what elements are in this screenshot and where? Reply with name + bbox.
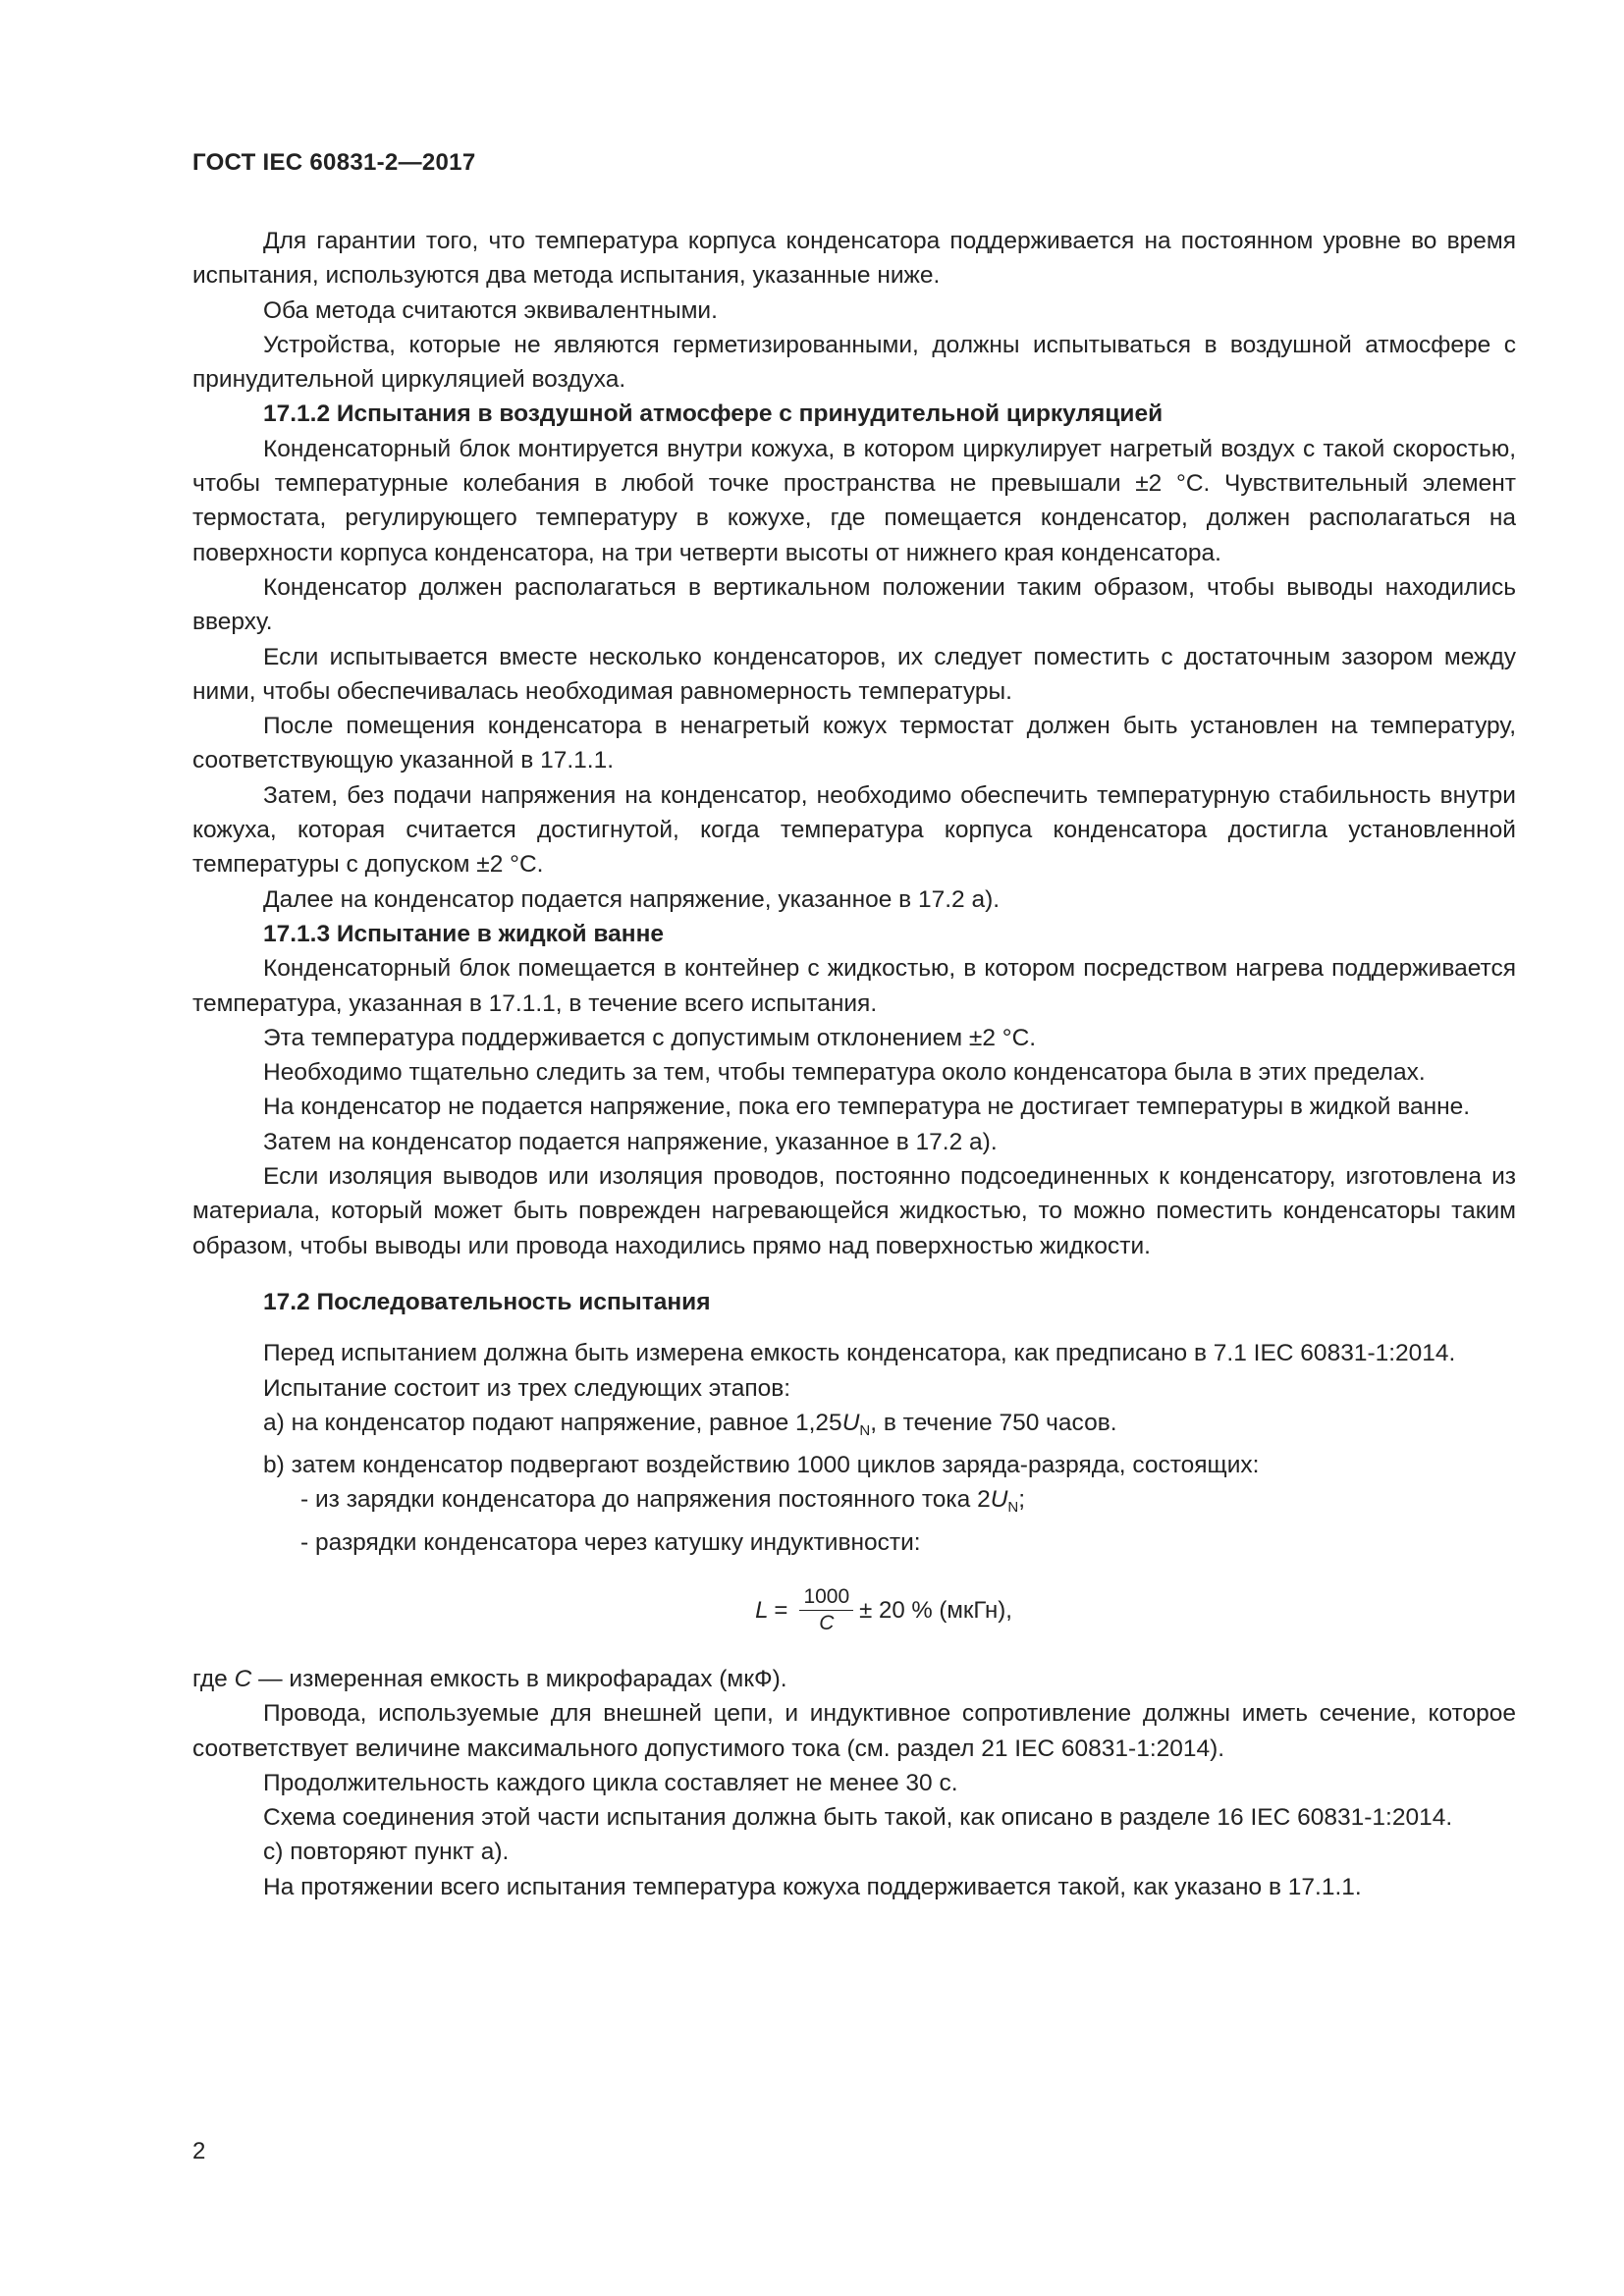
paragraph: Провода, используемые для внешней цепи, и индуктивное сопротивление должны иметь сечение, которое соответствует величине максимального допустимого тока (см. раздел 21 IEC 60831-1:2014).	[192, 1700, 1516, 1762]
dash-item-discharge: - разрядки конденсатора через катушку индуктивности:	[300, 1528, 921, 1556]
formula-tolerance: ± 20 % (мкГн),	[859, 1597, 1012, 1625]
voltage-subscript: N	[1007, 1499, 1019, 1517]
paragraph: Конденсаторный блок помещается в контейнер с жидкостью, в котором посредством нагрева поддерживается температура, указанная в 17.1.1, в течение всего испытания.	[192, 955, 1516, 1017]
item-a-text: а) на конденсатор подают напряжение, равное 1,25	[263, 1409, 842, 1436]
where-prefix: где	[192, 1665, 235, 1692]
paragraph: Продолжительность каждого цикла составляет не менее 30 с.	[263, 1769, 958, 1796]
paragraph: Для гарантии того, что температура корпуса конденсатора поддерживается на постоянном уровне во время испытания, используются два метода испытания, указанные ниже.	[192, 228, 1516, 290]
paragraph: На протяжении всего испытания температура кожуха поддерживается такой, как указано в 17.1.1.	[263, 1873, 1362, 1900]
paragraph: Испытание состоит из трех следующих этапов:	[263, 1374, 791, 1402]
voltage-subscript: N	[859, 1421, 871, 1439]
paragraph: Далее на конденсатор подается напряжение, указанное в 17.2 а).	[263, 885, 1001, 913]
paragraph: Устройства, которые не являются герметизированными, должны испытываться в воздушной атмосфере с принудительной циркуляцией воздуха.	[192, 331, 1516, 394]
paragraph: Схема соединения этой части испытания должна быть такой, как описано в разделе 16 IEC 60831-1:2014.	[263, 1804, 1453, 1832]
where-suffix: — измеренная емкость в микрофарадах (мкФ).	[251, 1665, 787, 1692]
paragraph: На конденсатор не подается напряжение, пока его температура не достигает температуры в жидкой ванне.	[263, 1094, 1471, 1121]
paragraph: Необходимо тщательно следить за тем, чтобы температура около конденсатора была в этих пределах.	[263, 1059, 1426, 1087]
inductance-formula	[192, 1560, 1516, 1662]
paragraph: Затем, без подачи напряжения на конденсатор, необходимо обеспечить температурную стабильность внутри кожуха, которая считается достигнутой, когда температура корпуса конденсатора достигла установленной температуры с допуском ±2 °С.	[192, 781, 1516, 879]
dash-item-suffix: ;	[1018, 1486, 1026, 1514]
voltage-symbol: U	[841, 1409, 860, 1436]
dash-item-charge	[192, 1482, 1516, 1524]
paragraph: Если изоляция выводов или изоляция проводов, постоянно подсоединенных к конденсатору, изготовлена из материала, который может быть поврежден нагревающейся жидкостью, то можно поместить конденсаторы таким образом, чтобы выводы или провода находились прямо над поверхностью жидкости.	[192, 1163, 1516, 1259]
document-body	[192, 224, 1516, 1904]
formula-equals: =	[774, 1597, 788, 1625]
item-a-suffix: , в течение 750 часов.	[870, 1409, 1117, 1436]
paragraph: Затем на конденсатор подается напряжение, указанное в 17.2 а).	[263, 1128, 998, 1155]
list-item-c: с) повторяют пункт а).	[263, 1839, 510, 1866]
formula-fraction	[799, 1584, 853, 1636]
paragraph: Оба метода считаются эквивалентными.	[263, 296, 718, 324]
paragraph: Конденсаторный блок монтируется внутри кожуха, в котором циркулирует нагретый воздух с такой скоростью, чтобы температурные колебания в любой точке пространства не превышали ±2 °С. Чувствительный элемент термостата, регулирующего температуру в кожухе, где помещается конденсатор, должен располагаться на поверхности корпуса конденсатора, на три четверти высоты от нижнего края конденсатора.	[192, 435, 1516, 566]
formula-denominator: C	[819, 1612, 835, 1635]
section-heading-17-2: 17.2 Последовательность испытания	[263, 1288, 711, 1315]
formula-lhs: L	[755, 1597, 769, 1625]
paragraph: Перед испытанием должна быть измерена емкость конденсатора, как предписано в 7.1 IEC 60831-1:2014.	[263, 1340, 1456, 1367]
paragraph: Конденсатор должен располагаться в вертикальном положении таким образом, чтобы выводы находились вверху.	[192, 573, 1516, 636]
voltage-symbol: U	[990, 1486, 1008, 1514]
list-item-a	[192, 1406, 1516, 1448]
paragraph: Эта температура поддерживается с допустимым отклонением ±2 °С.	[263, 1024, 1037, 1051]
formula-explanation	[192, 1662, 1516, 1696]
paragraph: Если испытывается вместе несколько конденсаторов, их следует поместить с достаточным зазором между ними, чтобы обеспечивалась необходимая равномерность температуры.	[192, 643, 1516, 705]
section-heading-17-1-2: 17.1.2 Испытания в воздушной атмосфере с принудительной циркуляцией	[263, 400, 1164, 428]
list-item-b: b) затем конденсатор подвергают воздействию 1000 циклов заряда-разряда, состоящих:	[263, 1452, 1260, 1479]
dash-item-text: - из зарядки конденсатора до напряжения постоянного тока 2	[300, 1486, 991, 1514]
section-heading-17-1-3: 17.1.3 Испытание в жидкой ванне	[263, 920, 665, 947]
formula-numerator: 1000	[799, 1584, 853, 1611]
capacitance-symbol: C	[234, 1665, 252, 1692]
page-number: 2	[192, 2138, 206, 2164]
paragraph: После помещения конденсатора в ненагретый кожух термостат должен быть установлен на температуру, соответствующую указанной в 17.1.1.	[192, 713, 1516, 774]
document-header: ГОСТ IEC 60831-2—2017	[192, 149, 476, 176]
